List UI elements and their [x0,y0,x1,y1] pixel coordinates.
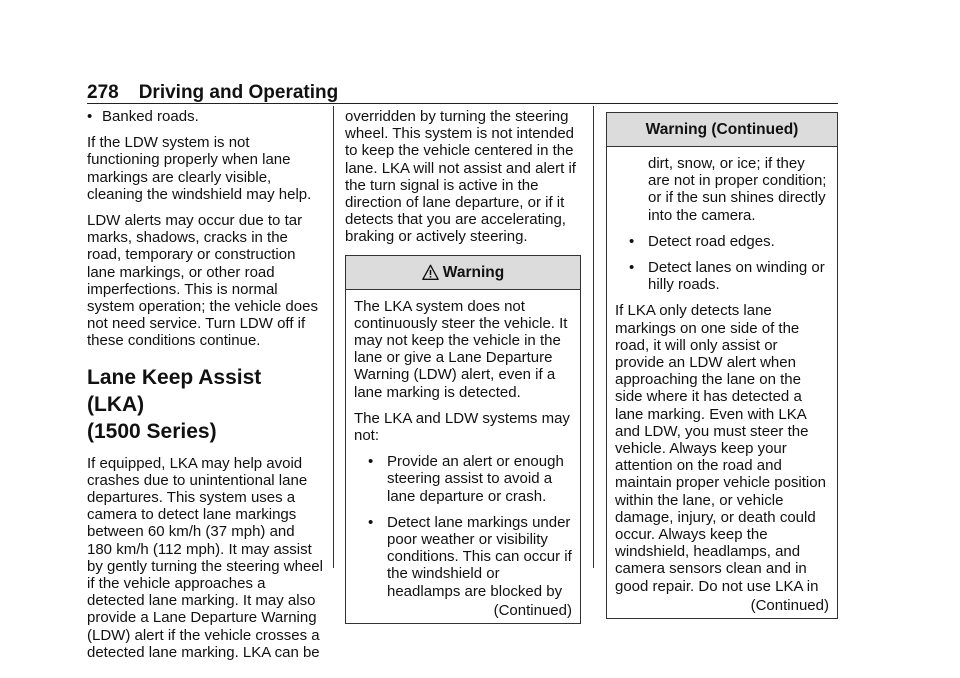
warning-header-continued [607,113,837,147]
column-divider-right [593,106,594,568]
header-rule [87,103,838,104]
warning-paragraph-2: The LKA and LDW systems may not: [354,409,570,445]
bullet-banked-roads: • Banked roads. [87,108,323,125]
page-number: 278 [87,82,119,103]
paragraph-lka-override: overridden by turning the steering wheel. This system is not intended to keep the vehicle centered in the lane. LKA will not assist and alert if the turn signal is active in the direction of lane departure, or if it detects that you are accelerating, braking or actively steering. [345,108,576,246]
continued-label: (Continued) [493,601,572,619]
heading-line-2: (1500 Series) [87,419,217,443]
warning-paragraph-lka-one-side: If LKA only detects lane markings on one side of the road, it will only assist or provide an LDW alert when approaching the lane on the side where it has detected a lane marking. Even with LKA and LDW, you must steer the vehicle. Always keep your attention on the road and maintain proper vehicle position within the lane, or vehicle damage, injury, or death could occur. Always keep the windshield, headlamps, and camera sensors clean and in good repair. Do not use LKA in [615,302,826,595]
section-title: Driving and Operating [138,82,339,103]
warning-body [346,290,580,623]
paragraph-ldw-alerts: LDW alerts may occur due to tar marks, shadows, cracks in the road, temporary or construction lane markings, or other road imperfections. This is normal system operation; the vehicle does not need service. Turn LDW off if these conditions continue. [87,212,318,350]
column-divider-left [333,106,334,568]
warning-bullet-winding-roads: • Detect lanes on winding or hilly roads. [615,259,829,293]
column-2 [345,108,581,624]
warning-box [345,255,581,624]
warning-bullet-1: • Provide an alert or enough steering assist to avoid a lane departure or crash. [354,453,572,505]
warning-title-continued: Warning (Continued) [645,120,799,138]
heading-line-1: Lane Keep Assist (LKA) [87,365,262,416]
warning-box-continued [606,112,838,619]
warning-body-continued [607,147,837,618]
column-1 [87,108,323,670]
page-header [87,82,338,104]
continued-label-2: (Continued) [750,596,829,614]
column-3 [606,112,838,619]
warning-bullet-2: • Detect lane markings under poor weather or visibility conditions. This can occur if the windshield or headlamps are blocked by [354,514,572,600]
paragraph-ldw-cleaning: If the LDW system is not functioning properly when lane markings are clearly visible, cleaning the windshield may help. [87,134,312,203]
warning-header [346,256,580,290]
warning-paragraph-1: The LKA system does not continuously steer the vehicle. It may not keep the vehicle in the lane or give a Lane Departure Warning (LDW) alert, even if a lane marking is detected. [354,297,568,401]
section-heading-lka [87,364,323,445]
warning-title: Warning [442,263,505,281]
warning-triangle-icon [422,264,439,281]
paragraph-lka-intro: If equipped, LKA may help avoid crashes due to unintentional lane departures. This system uses a camera to detect lane markings between 60 km/h (37 mph) and 180 km/h (112 mph). It may assist by gently turning the steering wheel if the vehicle approaches a detected lane marking. It may also provide a Lane Departure Warning (LDW) alert if the vehicle crosses a detected lane marking. LKA can be [87,454,323,661]
warning-bullet-road-edges: • Detect road edges. [615,233,829,250]
warning-continued-text: dirt, snow, or ice; if they are not in proper condition; or if the sun shines directly into the camera. [648,155,827,224]
